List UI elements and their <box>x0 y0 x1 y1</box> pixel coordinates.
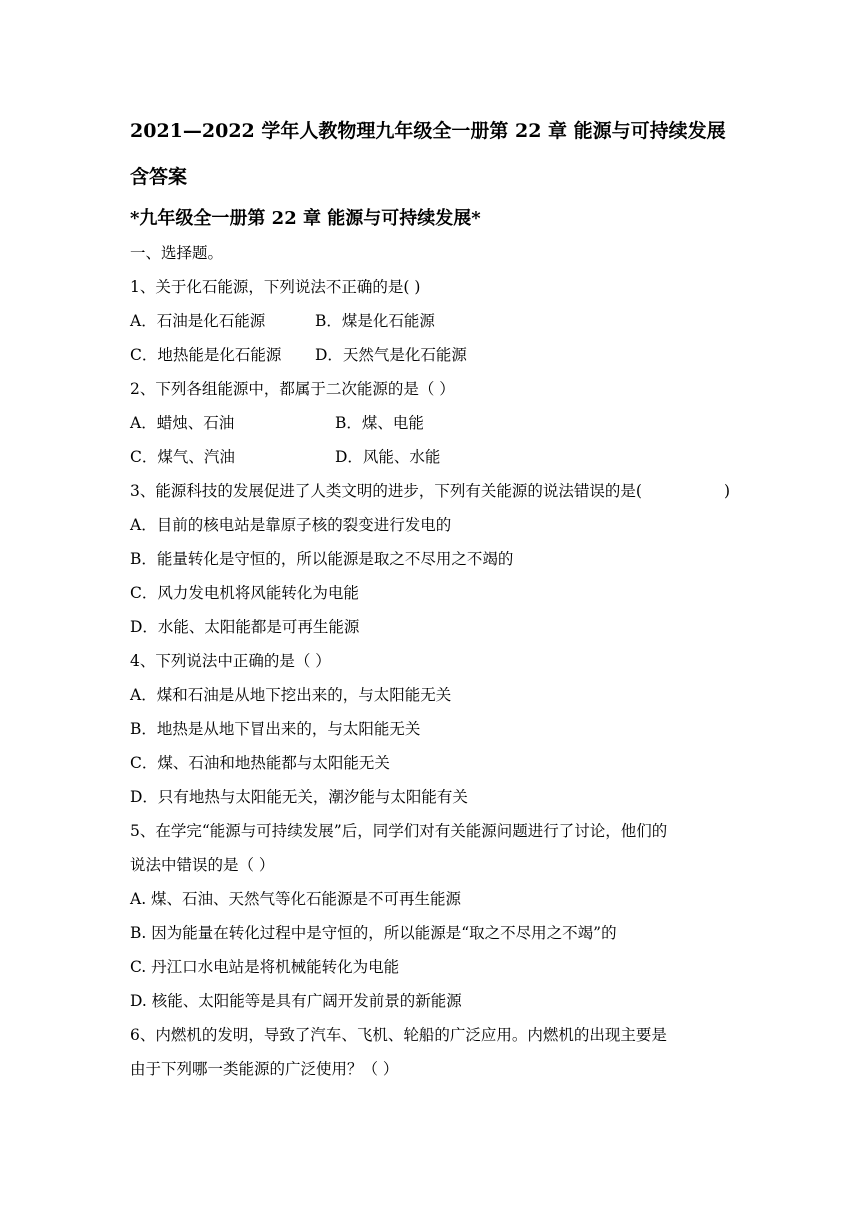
question-5-stem-line-1: 5、在学完“能源与可持续发展”后，同学们对有关能源问题进行了讨论，他们的 <box>130 822 668 840</box>
question-6-stem-line-2: 由于下列哪一类能源的广泛使用？（ ） <box>130 1060 399 1078</box>
question-3-stem <box>130 474 730 508</box>
question-2-option-c: C．煤气、汽油 <box>130 448 235 466</box>
question-2-option-a: A．蜡烛、石油 <box>130 414 235 432</box>
question-2-options-row-2 <box>130 440 730 474</box>
question-5-option-c: C. 丹江口水电站是将机械能转化为电能 <box>130 958 400 976</box>
document-title-line-2: 含答案 <box>130 166 188 188</box>
question-3-option-b: B．能量转化是守恒的，所以能源是取之不尽用之不竭的 <box>130 550 514 568</box>
question-5-option-a: A. 煤、石油、天然气等化石能源是不可再生能源 <box>130 890 462 908</box>
chapter-subtitle: *九年级全一册第 22 章 能源与可持续发展* <box>130 208 481 229</box>
question-1-options-row-1 <box>130 304 730 338</box>
question-6-stem-line-1: 6、内燃机的发明，导致了汽车、飞机、轮船的广泛应用。内燃机的出现主要是 <box>130 1026 667 1044</box>
question-2-stem: 2、下列各组能源中，都属于二次能源的是（ ） <box>130 380 455 398</box>
question-5-option-b: B. 因为能量在转化过程中是守恒的，所以能源是“取之不尽用之不竭”的 <box>130 924 617 942</box>
question-3-option-d: D．水能、太阳能都是可再生能源 <box>130 618 360 636</box>
question-1-option-a: A．石油是化石能源 <box>130 312 266 330</box>
question-1-stem: 1、关于化石能源，下列说法不正确的是( ) <box>130 278 421 296</box>
question-1-option-d: D．天然气是化石能源 <box>315 346 467 364</box>
question-4-option-a: A．煤和石油是从地下挖出来的，与太阳能无关 <box>130 686 452 704</box>
section-heading: 一、选择题。 <box>130 244 224 262</box>
document-content <box>130 112 730 1086</box>
document-title-line-1: 2021—2022 学年人教物理九年级全一册第 22 章 能源与可持续发展 <box>130 120 726 142</box>
question-1-option-c: C．地热能是化石能源 <box>130 346 282 364</box>
question-3-option-c: C．风力发电机将风能转化为电能 <box>130 584 359 602</box>
question-3-stem-close-paren: ) <box>723 482 730 500</box>
question-4-stem: 4、下列说法中正确的是（ ） <box>130 652 331 670</box>
question-1-options-row-2 <box>130 338 730 372</box>
question-4-option-b: B．地热是从地下冒出来的，与太阳能无关 <box>130 720 421 738</box>
question-2-options-row-1 <box>130 406 730 440</box>
question-3-option-a: A．目前的核电站是靠原子核的裂变进行发电的 <box>130 516 452 534</box>
question-5-stem-line-2: 说法中错误的是（ ） <box>130 856 275 874</box>
question-4-option-d: D．只有地热与太阳能无关，潮汐能与太阳能有关 <box>130 788 468 806</box>
question-1-option-b: B．煤是化石能源 <box>315 312 435 330</box>
question-5-option-d: D. 核能、太阳能等是具有广阔开发前景的新能源 <box>130 992 462 1010</box>
question-4-option-c: C．煤、石油和地热能都与太阳能无关 <box>130 754 390 772</box>
question-3-stem-text: 3、能源科技的发展促进了人类文明的进步，下列有关能源的说法错误的是( <box>130 482 642 500</box>
question-2-option-d: D．风能、水能 <box>335 448 441 466</box>
question-2-option-b: B．煤、电能 <box>335 414 424 432</box>
